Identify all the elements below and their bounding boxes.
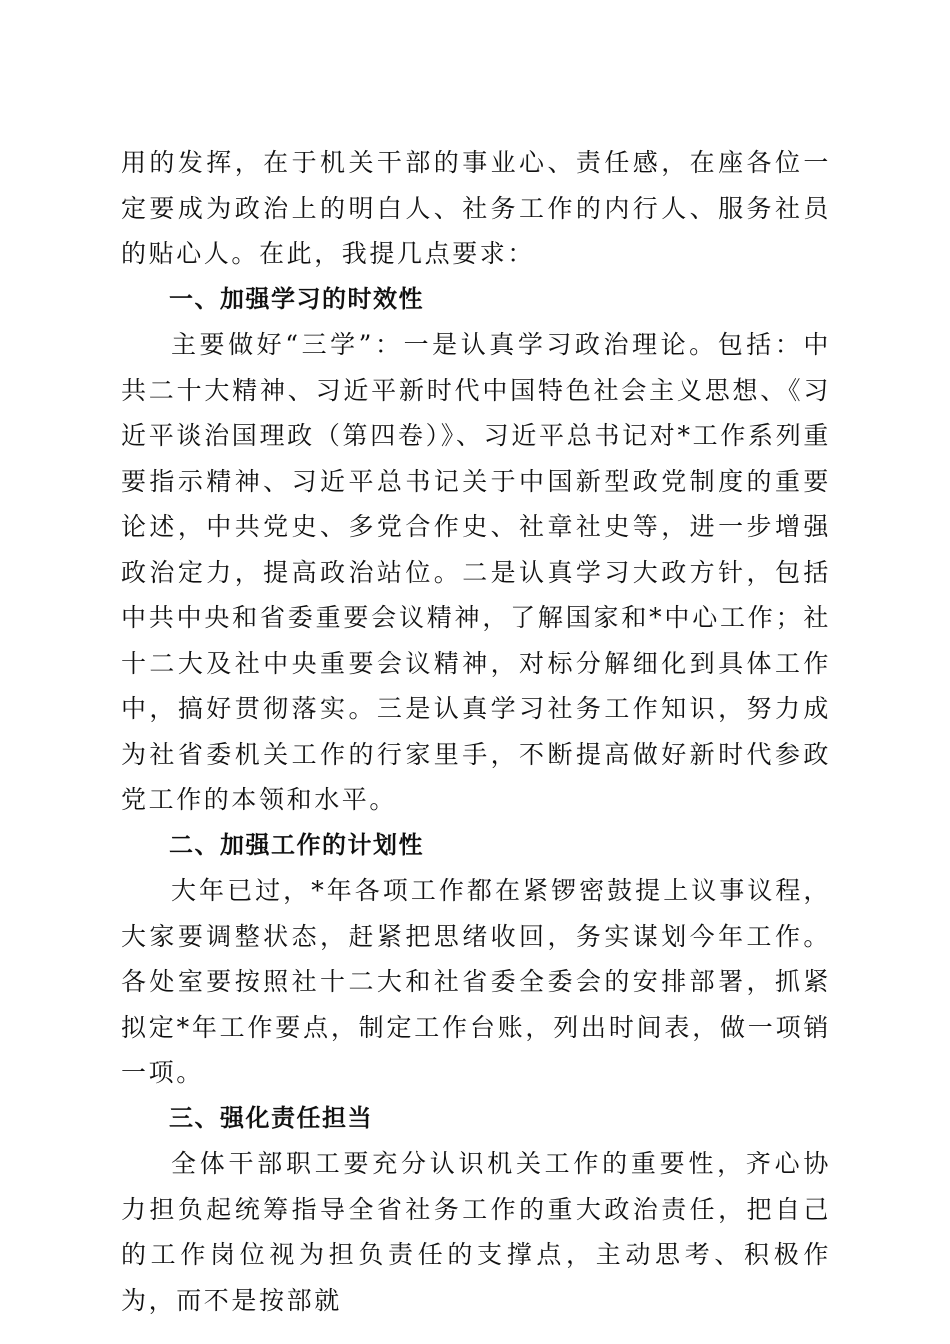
document-body [121,140,831,1323]
section-heading-3: 三、强化责任担当 [169,1103,373,1132]
section-heading-1: 一、加强学习的时效性 [169,284,424,313]
paragraph-section-3: 全体干部职工要充分认识机关工作的重要性，齐心协力担负起统筹指导全省社务工作的重大政治责任，把自己的工作岗位视为担负责任的支撑点，主动思考、积极作为，而不是按部就 [121,1149,831,1315]
section-heading-2: 二、加强工作的计划性 [169,830,424,859]
paragraph-section-1: 主要做好“三学”：一是认真学习政治理论。包括：中共二十大精神、习近平新时代中国特色社会主义思想、《习近平谈治国理政（第四卷）》、习近平总书记对*工作系列重要指示精神、习近平总书记关于中国新型政党制度的重要论述，中共党史、多党合作史、社章社史等，进一步增强政治定力，提高政治站位。二是认真学习大政方针，包括中共中央和省委重要会议精神，了解国家和*中心工作；社十二大及社中央重要会议精神，对标分解细化到具体工作中，搞好贯彻落实。三是认真学习社务工作知识，努力成为社省委机关工作的行家里手，不断提高做好新时代参政党工作的本领和水平。 [121,330,831,814]
paragraph-intro: 用的发挥，在于机关干部的事业心、责任感，在座各位一定要成为政治上的明白人、社务工作的内行人、服务社员的贴心人。在此，我提几点要求： [121,148,831,268]
paragraph-section-2: 大年已过，*年各项工作都在紧锣密鼓提上议事议程，大家要调整状态，赶紧把思绪收回，务实谋划今年工作。各处室要按照社十二大和社省委全委会的安排部署，抓紧拟定*年工作要点，制定工作台账，列出时间表，做一项销一项。 [121,876,831,1087]
